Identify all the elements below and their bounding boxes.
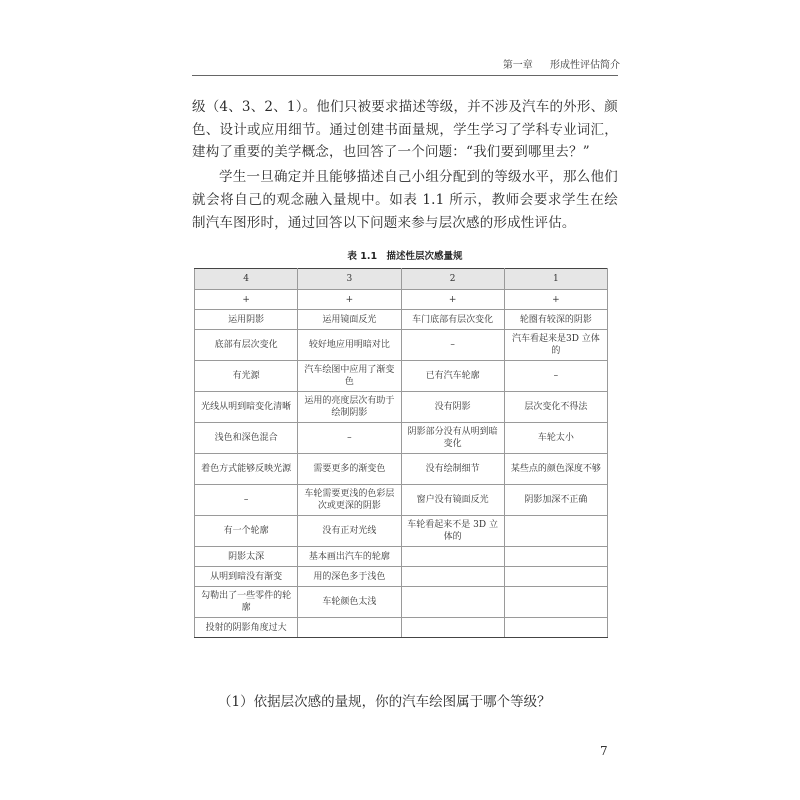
table-cell: –: [298, 423, 401, 454]
table-cell: +: [401, 290, 504, 310]
table-cell: [504, 587, 607, 618]
table-cell: [298, 618, 401, 638]
section-label: 形成性评估简介: [550, 60, 620, 71]
table-cell: 运用阴影: [195, 310, 298, 330]
table-cell: [504, 567, 607, 587]
table-row: [195, 330, 608, 361]
table-cell: [504, 547, 607, 567]
table-cell: 着色方式能够反映光源: [195, 454, 298, 485]
table-row: [195, 618, 608, 638]
header-rule: [192, 75, 618, 76]
table-cell: +: [298, 290, 401, 310]
table-row: [195, 290, 608, 310]
table-cell: 阴影部分没有从明到暗变化: [401, 423, 504, 454]
table-cell: 基本画出汽车的轮廓: [298, 547, 401, 567]
table-cell: 用的深色多于浅色: [298, 567, 401, 587]
table-cell: 光线从明到暗变化清晰: [195, 392, 298, 423]
table-row: [195, 485, 608, 516]
table-cell: [401, 547, 504, 567]
table-cell: –: [401, 330, 504, 361]
table-cell: 投射的阴影角度过大: [195, 618, 298, 638]
table-row: [195, 454, 608, 485]
table-cell: 阴影太深: [195, 547, 298, 567]
table-cell: [504, 516, 607, 547]
table-cell: 较好地应用明暗对比: [298, 330, 401, 361]
table-row: [195, 310, 608, 330]
table-cell: 层次变化不得法: [504, 392, 607, 423]
table-cell: 某些点的颜色深度不够: [504, 454, 607, 485]
paragraph: 学生一旦确定并且能够描述自己小组分配到的等级水平，那么他们就会将自己的观念融入量规中。如表 1.1 所示，教师会要求学生在绘制汽车图形时，通过回答以下问题来参与层次感的形成性评估。: [192, 169, 618, 231]
table-row: [195, 567, 608, 587]
table-cell: 车门底部有层次变化: [401, 310, 504, 330]
table-cell: 从明到暗没有渐变: [195, 567, 298, 587]
table-cell: 车轮颜色太浅: [298, 587, 401, 618]
table-row: [195, 516, 608, 547]
table-cell: +: [195, 290, 298, 310]
table-cell: 有光源: [195, 361, 298, 392]
table-row: [195, 392, 608, 423]
page-number: 7: [600, 744, 608, 758]
table-cell: 已有汽车轮廓: [401, 361, 504, 392]
column-header: 4: [195, 269, 298, 290]
table-cell: –: [195, 485, 298, 516]
table-row: [195, 361, 608, 392]
table-cell: 阴影加深不正确: [504, 485, 607, 516]
table-cell: 没有阴影: [401, 392, 504, 423]
table-cell: +: [504, 290, 607, 310]
body-text: [192, 96, 618, 234]
table-cell: 轮圈有较深的阴影: [504, 310, 607, 330]
table-cell: 车轮看起来不是 3D 立体的: [401, 516, 504, 547]
table-caption: 表 1.1 描述性层次感量规: [347, 251, 463, 262]
table-cell: 车轮需要更浅的色彩层次或更深的阴影: [298, 485, 401, 516]
table-cell: 没有正对光线: [298, 516, 401, 547]
column-header: 3: [298, 269, 401, 290]
table-cell: 车轮太小: [504, 423, 607, 454]
table-cell: 窗户没有镜面反光: [401, 485, 504, 516]
chapter-label: 第一章: [502, 60, 533, 71]
table-cell: 运用镜面反光: [298, 310, 401, 330]
table-cell: [401, 567, 504, 587]
table-cell: 运用的亮度层次有助于绘制阴影: [298, 392, 401, 423]
running-header: [503, 56, 620, 71]
table-cell: [401, 587, 504, 618]
table-row: [195, 423, 608, 454]
rubric-table: [194, 268, 608, 638]
table-cell: 浅色和深色混合: [195, 423, 298, 454]
table-cell: 有一个轮廓: [195, 516, 298, 547]
table-header-row: [195, 269, 608, 290]
table-cell: [401, 618, 504, 638]
table-cell: –: [504, 361, 607, 392]
column-header: 2: [401, 269, 504, 290]
column-header: 1: [504, 269, 607, 290]
question-text: （1）依据层次感的量规，你的汽车绘图属于哪个等级？: [218, 694, 551, 710]
table-cell: 底部有层次变化: [195, 330, 298, 361]
table-row: [195, 587, 608, 618]
table-cell: 没有绘制细节: [401, 454, 504, 485]
table-cell: [504, 618, 607, 638]
table-cell: 需要更多的渐变色: [298, 454, 401, 485]
table-cell: 勾勒出了一些零件的轮廓: [195, 587, 298, 618]
table-cell: 汽车绘图中应用了渐变色: [298, 361, 401, 392]
paragraph: 级（4、3、2、1）。他们只被要求描述等级，并不涉及汽车的外形、颜色、设计或应用细节。通过创建书面量规，学生学习了学科专业词汇，建构了重要的美学概念，也回答了一个问题：“我们要到哪里去？”: [192, 99, 618, 161]
table-cell: 汽车看起来是3D 立体的: [504, 330, 607, 361]
table-row: [195, 547, 608, 567]
